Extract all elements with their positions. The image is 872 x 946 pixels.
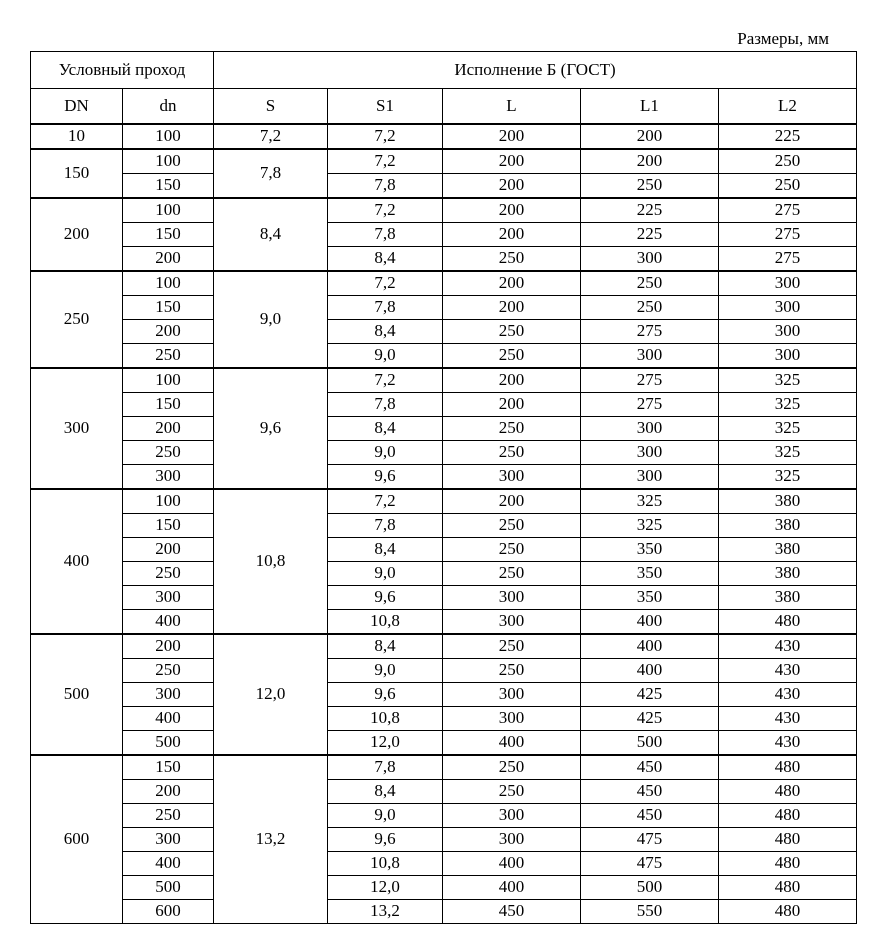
cell-s1: 12,0 bbox=[328, 875, 443, 899]
cell-s: 8,4 bbox=[214, 198, 328, 271]
column-header-l1: L1 bbox=[581, 89, 719, 124]
cell-l1: 200 bbox=[581, 124, 719, 149]
cell-dn-lower: 400 bbox=[123, 609, 214, 634]
table-row bbox=[31, 343, 857, 368]
cell-l1: 450 bbox=[581, 779, 719, 803]
cell-dn-lower: 150 bbox=[123, 222, 214, 246]
cell-l2: 325 bbox=[719, 416, 857, 440]
cell-l2: 480 bbox=[719, 803, 857, 827]
table-row bbox=[31, 124, 857, 149]
cell-dn-lower: 500 bbox=[123, 875, 214, 899]
cell-l: 200 bbox=[443, 173, 581, 198]
cell-l: 200 bbox=[443, 198, 581, 223]
cell-l: 200 bbox=[443, 368, 581, 393]
cell-l: 400 bbox=[443, 730, 581, 755]
cell-dn-upper: 10 bbox=[31, 124, 123, 149]
cell-l1: 475 bbox=[581, 851, 719, 875]
table-row bbox=[31, 755, 857, 780]
cell-l2: 325 bbox=[719, 464, 857, 489]
table-row bbox=[31, 513, 857, 537]
cell-dn-lower: 100 bbox=[123, 149, 214, 174]
cell-dn-lower: 250 bbox=[123, 658, 214, 682]
cell-l1: 250 bbox=[581, 295, 719, 319]
cell-l1: 500 bbox=[581, 875, 719, 899]
cell-s1: 9,0 bbox=[328, 803, 443, 827]
cell-l2: 325 bbox=[719, 392, 857, 416]
table-row bbox=[31, 827, 857, 851]
table-row bbox=[31, 875, 857, 899]
cell-s1: 9,0 bbox=[328, 343, 443, 368]
cell-l2: 250 bbox=[719, 149, 857, 174]
cell-s1: 7,8 bbox=[328, 222, 443, 246]
table-row bbox=[31, 561, 857, 585]
dimensions-caption: Размеры, мм bbox=[737, 29, 829, 48]
cell-l1: 475 bbox=[581, 827, 719, 851]
table-row bbox=[31, 682, 857, 706]
column-header-dn-lower: dn bbox=[123, 89, 214, 124]
table-row bbox=[31, 295, 857, 319]
header-columns-row bbox=[31, 89, 857, 124]
cell-dn-upper: 400 bbox=[31, 489, 123, 634]
cell-l2: 380 bbox=[719, 513, 857, 537]
table-row bbox=[31, 634, 857, 659]
cell-s: 9,6 bbox=[214, 368, 328, 489]
cell-l: 250 bbox=[443, 779, 581, 803]
cell-l2: 430 bbox=[719, 658, 857, 682]
cell-l2: 430 bbox=[719, 706, 857, 730]
cell-s1: 8,4 bbox=[328, 246, 443, 271]
cell-l2: 325 bbox=[719, 440, 857, 464]
table-row bbox=[31, 803, 857, 827]
cell-s1: 9,6 bbox=[328, 464, 443, 489]
cell-dn-upper: 200 bbox=[31, 198, 123, 271]
cell-l2: 480 bbox=[719, 779, 857, 803]
cell-dn-lower: 200 bbox=[123, 634, 214, 659]
cell-l1: 300 bbox=[581, 464, 719, 489]
cell-s1: 7,2 bbox=[328, 124, 443, 149]
cell-s: 13,2 bbox=[214, 755, 328, 924]
cell-l: 300 bbox=[443, 464, 581, 489]
cell-l2: 430 bbox=[719, 730, 857, 755]
cell-l1: 275 bbox=[581, 392, 719, 416]
cell-dn-lower: 100 bbox=[123, 124, 214, 149]
cell-s1: 7,2 bbox=[328, 149, 443, 174]
table-row bbox=[31, 609, 857, 634]
cell-l1: 425 bbox=[581, 682, 719, 706]
table-row bbox=[31, 730, 857, 755]
cell-s1: 9,0 bbox=[328, 440, 443, 464]
cell-l: 200 bbox=[443, 149, 581, 174]
cell-s1: 7,8 bbox=[328, 392, 443, 416]
cell-l: 250 bbox=[443, 343, 581, 368]
cell-l: 250 bbox=[443, 246, 581, 271]
cell-l2: 300 bbox=[719, 271, 857, 296]
cell-dn-lower: 200 bbox=[123, 779, 214, 803]
cell-l2: 275 bbox=[719, 222, 857, 246]
table-row bbox=[31, 706, 857, 730]
cell-s: 7,8 bbox=[214, 149, 328, 198]
cell-l1: 500 bbox=[581, 730, 719, 755]
table-row bbox=[31, 585, 857, 609]
column-header-l2: L2 bbox=[719, 89, 857, 124]
cell-l1: 350 bbox=[581, 537, 719, 561]
cell-s1: 9,6 bbox=[328, 585, 443, 609]
dimensions-table bbox=[30, 51, 857, 924]
column-header-s1: S1 bbox=[328, 89, 443, 124]
table-row bbox=[31, 440, 857, 464]
cell-s: 10,8 bbox=[214, 489, 328, 634]
dimensions-table-container bbox=[30, 51, 857, 924]
table-row bbox=[31, 779, 857, 803]
cell-l1: 350 bbox=[581, 585, 719, 609]
cell-l: 250 bbox=[443, 319, 581, 343]
cell-l1: 300 bbox=[581, 416, 719, 440]
cell-l2: 380 bbox=[719, 537, 857, 561]
cell-l1: 325 bbox=[581, 489, 719, 514]
cell-l2: 480 bbox=[719, 851, 857, 875]
cell-l2: 275 bbox=[719, 246, 857, 271]
cell-dn-lower: 250 bbox=[123, 561, 214, 585]
table-row bbox=[31, 851, 857, 875]
cell-dn-upper: 150 bbox=[31, 149, 123, 198]
cell-dn-lower: 150 bbox=[123, 392, 214, 416]
cell-l: 250 bbox=[443, 440, 581, 464]
cell-l: 200 bbox=[443, 392, 581, 416]
cell-l1: 250 bbox=[581, 173, 719, 198]
cell-s1: 9,6 bbox=[328, 682, 443, 706]
cell-dn-upper: 250 bbox=[31, 271, 123, 368]
cell-l: 250 bbox=[443, 634, 581, 659]
cell-dn-upper: 500 bbox=[31, 634, 123, 755]
table-row bbox=[31, 537, 857, 561]
cell-dn-lower: 150 bbox=[123, 755, 214, 780]
cell-l1: 300 bbox=[581, 246, 719, 271]
table-row bbox=[31, 489, 857, 514]
cell-l1: 350 bbox=[581, 561, 719, 585]
table-row bbox=[31, 222, 857, 246]
cell-s1: 7,2 bbox=[328, 198, 443, 223]
cell-l2: 300 bbox=[719, 343, 857, 368]
cell-dn-lower: 150 bbox=[123, 513, 214, 537]
cell-l1: 400 bbox=[581, 609, 719, 634]
cell-l1: 300 bbox=[581, 440, 719, 464]
cell-dn-lower: 300 bbox=[123, 464, 214, 489]
table-row bbox=[31, 658, 857, 682]
cell-l2: 380 bbox=[719, 561, 857, 585]
cell-dn-lower: 100 bbox=[123, 198, 214, 223]
cell-s1: 8,4 bbox=[328, 416, 443, 440]
column-header-dn-upper: DN bbox=[31, 89, 123, 124]
cell-s1: 7,8 bbox=[328, 295, 443, 319]
header-nominal-passage: Условный проход bbox=[31, 52, 214, 89]
header-group-row bbox=[31, 52, 857, 89]
cell-dn-lower: 100 bbox=[123, 368, 214, 393]
cell-l2: 380 bbox=[719, 585, 857, 609]
cell-s: 12,0 bbox=[214, 634, 328, 755]
cell-s1: 8,4 bbox=[328, 537, 443, 561]
cell-l2: 325 bbox=[719, 368, 857, 393]
cell-l: 400 bbox=[443, 851, 581, 875]
cell-dn-lower: 100 bbox=[123, 271, 214, 296]
cell-l1: 400 bbox=[581, 658, 719, 682]
cell-s1: 13,2 bbox=[328, 899, 443, 923]
cell-s1: 7,2 bbox=[328, 489, 443, 514]
cell-l: 250 bbox=[443, 416, 581, 440]
cell-l: 200 bbox=[443, 489, 581, 514]
cell-dn-lower: 150 bbox=[123, 295, 214, 319]
table-row bbox=[31, 149, 857, 174]
cell-l: 250 bbox=[443, 513, 581, 537]
cell-l1: 550 bbox=[581, 899, 719, 923]
table-row bbox=[31, 246, 857, 271]
cell-s1: 10,8 bbox=[328, 706, 443, 730]
cell-dn-lower: 200 bbox=[123, 246, 214, 271]
cell-s1: 8,4 bbox=[328, 779, 443, 803]
cell-s1: 10,8 bbox=[328, 609, 443, 634]
cell-s: 7,2 bbox=[214, 124, 328, 149]
table-row bbox=[31, 173, 857, 198]
cell-dn-lower: 250 bbox=[123, 440, 214, 464]
cell-l2: 250 bbox=[719, 173, 857, 198]
table-row bbox=[31, 319, 857, 343]
cell-dn-lower: 200 bbox=[123, 416, 214, 440]
cell-l1: 225 bbox=[581, 198, 719, 223]
table-row bbox=[31, 392, 857, 416]
cell-s1: 7,2 bbox=[328, 271, 443, 296]
cell-dn-lower: 400 bbox=[123, 706, 214, 730]
cell-dn-lower: 250 bbox=[123, 343, 214, 368]
cell-s: 9,0 bbox=[214, 271, 328, 368]
cell-s1: 7,8 bbox=[328, 513, 443, 537]
cell-l: 200 bbox=[443, 271, 581, 296]
cell-l1: 275 bbox=[581, 319, 719, 343]
cell-l2: 430 bbox=[719, 634, 857, 659]
cell-l2: 430 bbox=[719, 682, 857, 706]
cell-l: 300 bbox=[443, 827, 581, 851]
cell-l: 300 bbox=[443, 682, 581, 706]
cell-s1: 9,0 bbox=[328, 561, 443, 585]
cell-dn-lower: 300 bbox=[123, 682, 214, 706]
cell-l1: 450 bbox=[581, 803, 719, 827]
cell-l1: 400 bbox=[581, 634, 719, 659]
cell-dn-lower: 300 bbox=[123, 827, 214, 851]
cell-l: 300 bbox=[443, 706, 581, 730]
cell-l: 200 bbox=[443, 222, 581, 246]
cell-dn-lower: 300 bbox=[123, 585, 214, 609]
cell-dn-lower: 250 bbox=[123, 803, 214, 827]
table-row bbox=[31, 899, 857, 923]
cell-l: 250 bbox=[443, 561, 581, 585]
cell-l2: 480 bbox=[719, 755, 857, 780]
cell-s1: 9,0 bbox=[328, 658, 443, 682]
cell-l1: 275 bbox=[581, 368, 719, 393]
cell-s1: 7,8 bbox=[328, 755, 443, 780]
header-version-b: Исполнение Б (ГОСТ) bbox=[214, 52, 857, 89]
cell-l2: 225 bbox=[719, 124, 857, 149]
cell-l: 450 bbox=[443, 899, 581, 923]
table-row bbox=[31, 464, 857, 489]
cell-dn-upper: 300 bbox=[31, 368, 123, 489]
cell-s1: 7,8 bbox=[328, 173, 443, 198]
cell-l: 200 bbox=[443, 295, 581, 319]
cell-l1: 200 bbox=[581, 149, 719, 174]
cell-dn-lower: 200 bbox=[123, 537, 214, 561]
cell-s1: 12,0 bbox=[328, 730, 443, 755]
cell-l: 300 bbox=[443, 609, 581, 634]
cell-s1: 8,4 bbox=[328, 634, 443, 659]
cell-l2: 480 bbox=[719, 827, 857, 851]
cell-l2: 300 bbox=[719, 295, 857, 319]
cell-dn-lower: 150 bbox=[123, 173, 214, 198]
cell-l1: 300 bbox=[581, 343, 719, 368]
table-body bbox=[31, 124, 857, 924]
column-header-s: S bbox=[214, 89, 328, 124]
cell-dn-lower: 400 bbox=[123, 851, 214, 875]
cell-l: 200 bbox=[443, 124, 581, 149]
cell-l: 250 bbox=[443, 755, 581, 780]
cell-s1: 7,2 bbox=[328, 368, 443, 393]
table-row bbox=[31, 271, 857, 296]
cell-l2: 480 bbox=[719, 899, 857, 923]
cell-l: 300 bbox=[443, 803, 581, 827]
cell-s1: 10,8 bbox=[328, 851, 443, 875]
cell-s1: 8,4 bbox=[328, 319, 443, 343]
table-row bbox=[31, 368, 857, 393]
cell-l1: 425 bbox=[581, 706, 719, 730]
cell-l: 250 bbox=[443, 537, 581, 561]
cell-dn-lower: 600 bbox=[123, 899, 214, 923]
cell-l2: 480 bbox=[719, 609, 857, 634]
cell-l1: 325 bbox=[581, 513, 719, 537]
cell-dn-upper: 600 bbox=[31, 755, 123, 924]
cell-l: 250 bbox=[443, 658, 581, 682]
cell-l2: 380 bbox=[719, 489, 857, 514]
cell-dn-lower: 100 bbox=[123, 489, 214, 514]
cell-l2: 275 bbox=[719, 198, 857, 223]
table-row bbox=[31, 198, 857, 223]
cell-dn-lower: 500 bbox=[123, 730, 214, 755]
cell-l: 300 bbox=[443, 585, 581, 609]
cell-s1: 9,6 bbox=[328, 827, 443, 851]
cell-l1: 450 bbox=[581, 755, 719, 780]
cell-l2: 300 bbox=[719, 319, 857, 343]
column-header-l: L bbox=[443, 89, 581, 124]
cell-l2: 480 bbox=[719, 875, 857, 899]
cell-dn-lower: 200 bbox=[123, 319, 214, 343]
table-row bbox=[31, 416, 857, 440]
cell-l: 400 bbox=[443, 875, 581, 899]
cell-l1: 225 bbox=[581, 222, 719, 246]
cell-l1: 250 bbox=[581, 271, 719, 296]
